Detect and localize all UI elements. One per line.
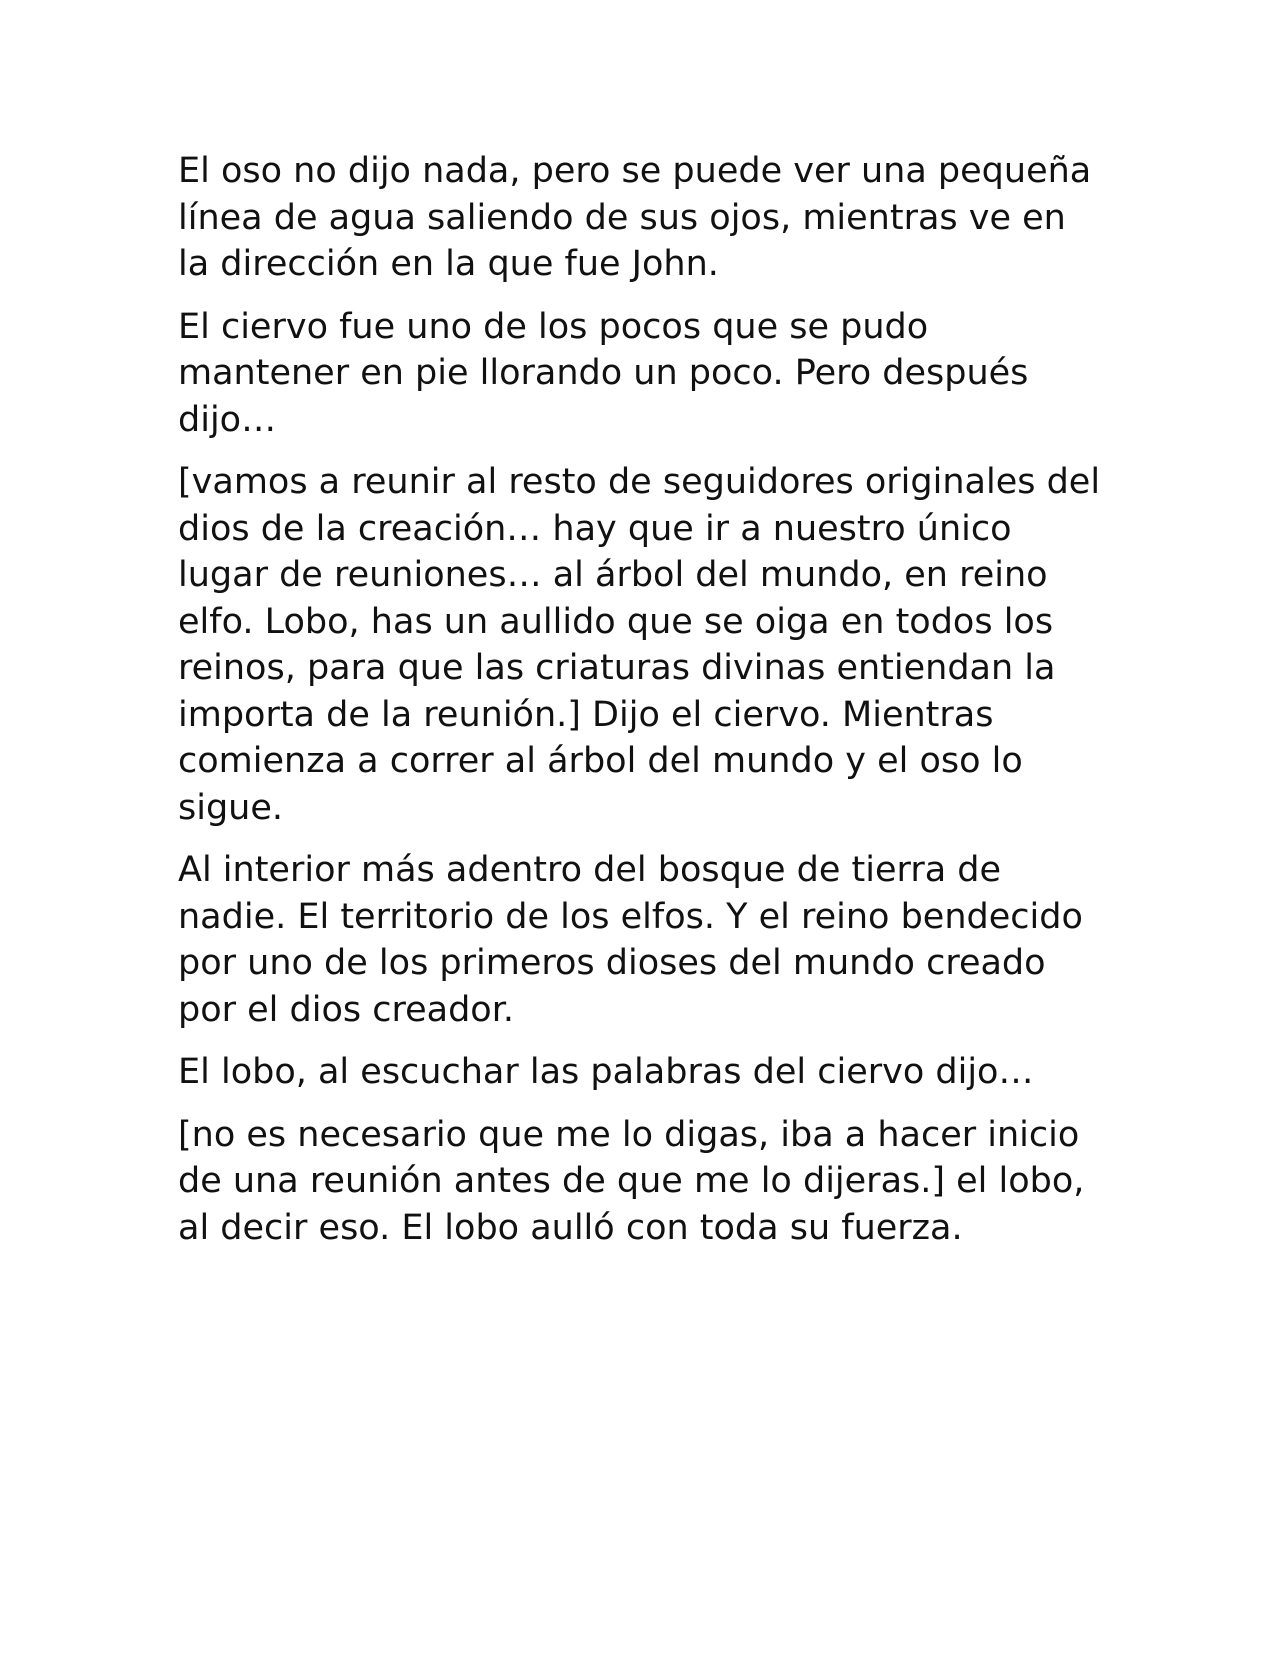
paragraph-4: Al interior más adentro del bosque de tierra de nadie. El territorio de los elfos. Y el reino bendecido por uno de los primeros dioses del mundo creado por el dios creador. <box>178 850 1083 1030</box>
paragraph-2: El ciervo fue uno de los pocos que se pudo mantener en pie llorando un poco. Pero después dijo… <box>178 306 1029 440</box>
paragraph-3: [vamos a reunir al resto de seguidores originales del dios de la creación… hay que ir a nuestro único lugar de reuniones… al árbol del mundo, en reino elfo. Lobo, has un aullido que se oiga en todos los reinos, para que las criaturas divinas entiendan la importa de la reunión.] Dijo el ciervo. Mientras comienza a correr al árbol del mundo y el oso lo sigue. <box>178 462 1101 828</box>
paragraph-1: El oso no dijo nada, pero se puede ver una pequeña línea de agua saliendo de sus ojos, mientras ve en la dirección en la que fue John. <box>178 151 1092 284</box>
paragraph-6: [no es necesario que me lo digas, iba a hacer inicio de una reunión antes de que me lo dijeras.] el lobo, al decir eso. El lobo aulló con toda su fuerza. <box>178 1114 1085 1248</box>
document-body <box>178 148 1108 1267</box>
paragraph-5: El lobo, al escuchar las palabras del ciervo dijo… <box>178 1052 1034 1092</box>
